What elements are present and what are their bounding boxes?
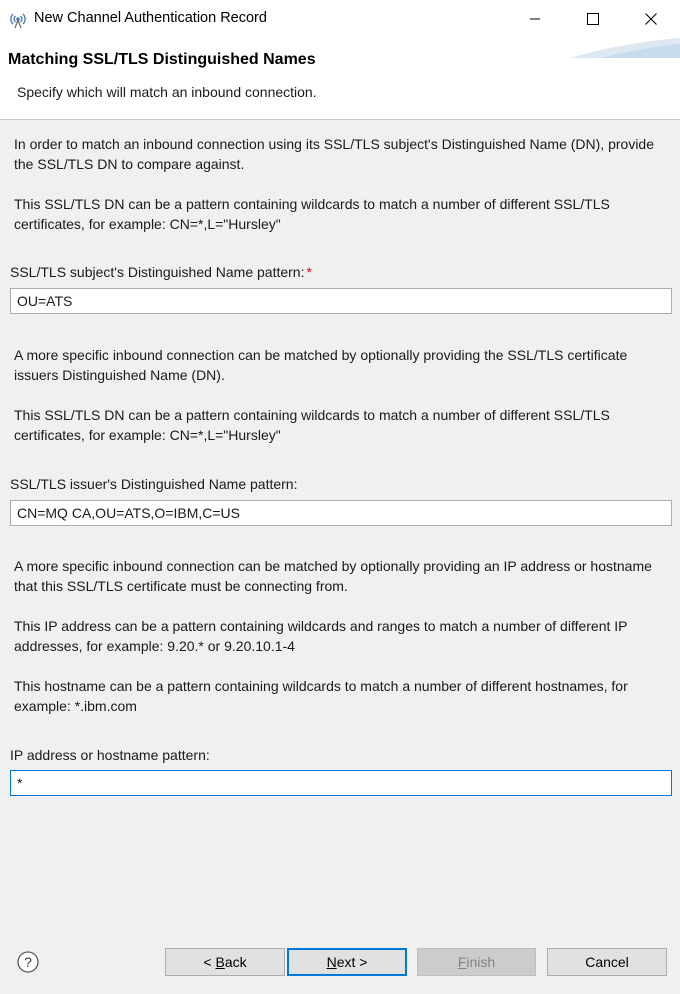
intro-paragraph-2: This SSL/TLS DN can be a pattern containing wildcards to match a number of different SSL/TLS certificates, for example: CN=*,L="Hursley"	[14, 196, 610, 232]
maximize-button[interactable]	[564, 0, 622, 38]
intro-paragraph-1: In order to match an inbound connection using its SSL/TLS subject's Distinguished Name (DN), provide the SSL/TLS DN to compare against.	[14, 136, 655, 172]
window-title: New Channel Authentication Record	[34, 10, 267, 26]
close-icon	[645, 13, 657, 25]
cancel-button[interactable]: Cancel	[547, 948, 667, 976]
finish-button[interactable]	[417, 948, 536, 976]
subject-dn-input[interactable]	[10, 288, 672, 314]
issuer-paragraph-1: A more specific inbound connection can be matched by optionally providing the SSL/TLS certificate issuers Distinguished Name (DN).	[14, 347, 628, 383]
back-label-rest: ack	[224, 954, 247, 970]
title-bar	[0, 0, 680, 38]
issuer-dn-label: SSL/TLS issuer's Distinguished Name pattern:	[10, 476, 298, 492]
back-mnemonic: B	[215, 954, 225, 970]
help-icon	[16, 950, 40, 974]
subject-dn-label-text: SSL/TLS subject's Distinguished Name pattern:	[10, 264, 305, 280]
page-description: Specify which will match an inbound connection.	[17, 84, 317, 100]
back-prefix: <	[203, 954, 216, 970]
required-marker: *	[306, 264, 312, 280]
help-glyph: ?	[24, 954, 32, 970]
issuer-paragraph-2: This SSL/TLS DN can be a pattern containing wildcards to match a number of different SSL/TLS certificates, for example: CN=*,L="Hursley"	[14, 407, 610, 443]
help-button[interactable]	[16, 950, 40, 974]
app-antenna-icon	[8, 10, 28, 30]
banner-decoration	[530, 38, 680, 68]
page-title: Matching SSL/TLS Distinguished Names	[8, 51, 316, 68]
finish-mnemonic: F	[457, 954, 467, 970]
back-button[interactable]	[165, 948, 285, 976]
next-button[interactable]	[287, 948, 407, 976]
next-mnemonic: N	[326, 954, 337, 970]
finish-label-rest: inish	[466, 954, 496, 970]
address-paragraph-2: This IP address can be a pattern containing wildcards and ranges to match a number of different IP addresses, for example: 9.20.* or 9.20.10.1-4	[14, 618, 628, 654]
subject-dn-label	[10, 264, 312, 280]
address-paragraph-1: A more specific inbound connection can be matched by optionally providing an IP address or hostname that this SSL/TLS certificate must be connecting from.	[14, 558, 652, 594]
address-label: IP address or hostname pattern:	[10, 747, 210, 763]
issuer-dn-input[interactable]	[10, 500, 672, 526]
wizard-header	[0, 38, 680, 120]
minimize-icon	[529, 13, 541, 25]
address-input[interactable]	[10, 770, 672, 796]
minimize-button[interactable]	[506, 0, 564, 38]
next-label-rest: ext >	[336, 954, 368, 970]
close-button[interactable]	[622, 0, 680, 38]
maximize-icon	[587, 13, 599, 25]
address-paragraph-3: This hostname can be a pattern containing wildcards to match a number of different hostnames, for example: *.ibm.com	[14, 678, 628, 714]
